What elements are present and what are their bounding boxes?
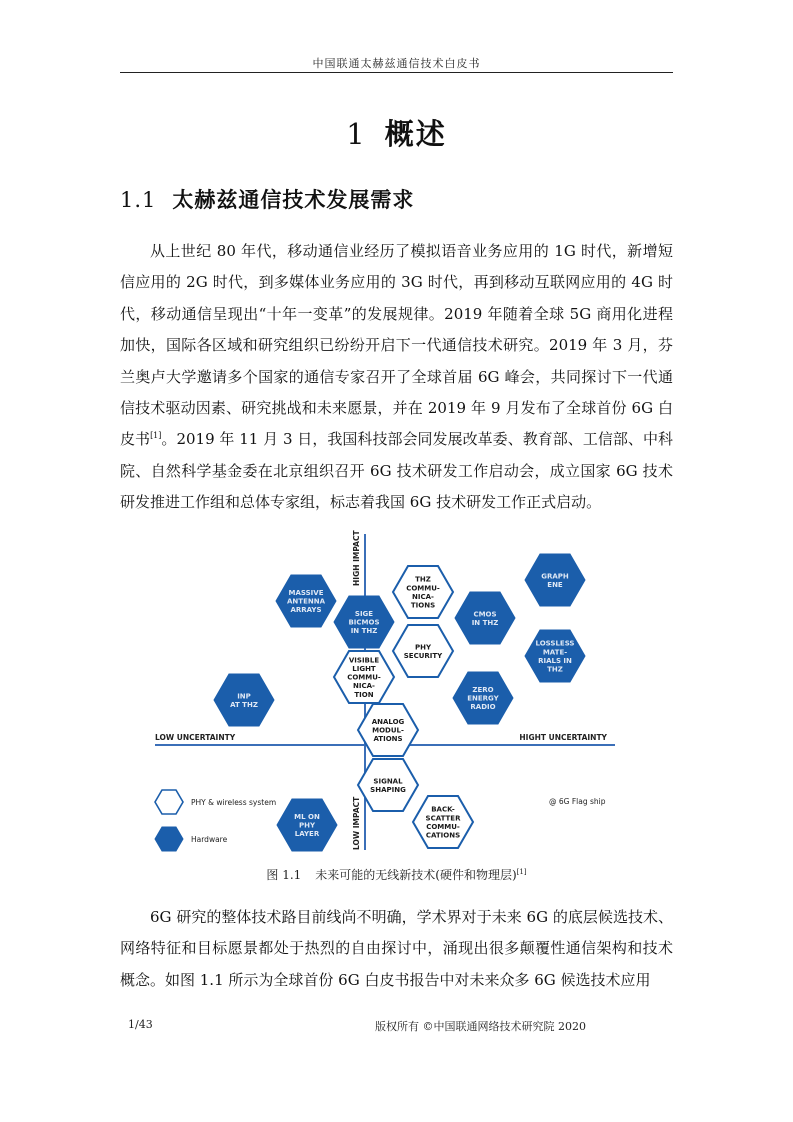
- chapter-title-text: 概述: [384, 117, 447, 151]
- paragraph-intro: [120, 236, 673, 519]
- hexagon-label-inp-thz: INP AT THZ: [230, 692, 258, 709]
- hexagon-label-thz-comm: THZ COMMU-NICA-TIONS: [406, 575, 440, 610]
- axis-label-low-uncertainty: LOW UNCERTAINTY: [155, 733, 236, 742]
- copyright-notice: 版权所有 ©中国联通网络技术研究院 2020: [375, 1020, 586, 1033]
- paragraph-intro-b: 。2019 年 11 月 3 日，我国科技部会同发展改革委、教育部、工信部、中科院、自然科学基金委在北京组织召开 6G 技术研发工作启动会，成立国家 6G 技术研发推进工作组和总体专家组，标志着我国 6G 技术研发工作正式启动。: [120, 430, 673, 512]
- caption-number: 图 1.1: [266, 868, 302, 882]
- figure-6g-technologies: [145, 528, 645, 858]
- caption-reference[interactable]: [1]: [516, 868, 527, 876]
- flagship-label: @ 6G Flag ship: [549, 797, 606, 806]
- hexagon-label-ml-phy: ML ON PHY LAYER: [294, 813, 320, 839]
- axis-label-high-uncertainty: HIGHT UNCERTAINTY: [519, 733, 607, 742]
- hexagon-label-phy-security: PHY SECURITY: [403, 643, 443, 660]
- legend-hardware-label: Hardware: [191, 835, 228, 844]
- legend-phy-hexagon: [155, 790, 183, 814]
- legend-phy-label: PHY & wireless system: [191, 798, 277, 807]
- section-number: 1.1: [120, 188, 157, 212]
- hexagon-label-backscatter: BACK-SCATTER COMMU-CATIONS: [425, 805, 461, 840]
- hexagon-label-signal-shaping: SIGNAL SHAPING: [370, 777, 406, 794]
- figure-caption: [0, 866, 793, 883]
- hexagon-label-analog-mod: ANALOG MODUL-ATIONS: [371, 718, 405, 744]
- axis-label-high-impact: HIGH IMPACT: [352, 530, 361, 586]
- chapter-number: 1: [346, 117, 367, 151]
- running-header: 中国联通太赫兹通信技术白皮书: [312, 57, 481, 70]
- hexagon-label-lossless-meta: LOSSLESS MATE-RIALS IN THZ: [535, 639, 575, 674]
- caption-text: 未来可能的无线新技术(硬件和物理层): [315, 868, 517, 882]
- legend-hardware-hexagon: [155, 827, 183, 851]
- section-heading: [120, 184, 414, 214]
- hexagon-label-cmos-thz: CMOS IN THZ: [471, 610, 499, 627]
- reference-link[interactable]: [1]: [150, 431, 162, 441]
- page-number: 1/43: [128, 1018, 153, 1031]
- hexagon-label-massive-antenna: MASSIVE ANTENNA ARRAYS: [287, 589, 325, 615]
- hexagon-label-sige-bicmos: SIGE BICMOS IN THZ: [348, 610, 380, 636]
- chapter-title: [0, 112, 793, 153]
- paragraph-intro-a: 从上世纪 80 年代，移动通信业经历了模拟语音业务应用的 1G 时代，新增短信应用的 2G 时代，到多媒体业务应用的 3G 时代，再到移动互联网应用的 4G 时代，移动通信呈现出“十年一变革”的发展规律。2019 年随着全球 5G 商用化进程加快，国际各区域和研究组织已纷纷开启下一代通信技术研究。2019 年 3 月，芬兰奥卢大学邀请多个国家的通信专家召开了全球首届 6G 峰会，共同探讨下一代通信技术驱动因素、研究挑战和未来愿景，并在 2019 年 9 月发布了全球首份 6G 白皮书: [120, 242, 673, 449]
- hexagon-label-visible-light: VISIBLE LIGHT COMMU-NICA-TION: [347, 656, 381, 699]
- section-title: 太赫兹通信技术发展需求: [172, 187, 415, 212]
- paragraph-6g-research: 6G 研究的整体技术路目前线尚不明确，学术界对于未来 6G 的底层候选技术、网络特征和目标愿景都处于热烈的自由探讨中，涌现出很多颠覆性通信架构和技术概念。如图 1.1 所示为全球首份 6G 白皮书报告中对未来众多 6G 候选技术应用: [120, 908, 673, 989]
- axis-label-low-impact: LOW IMPACT: [352, 796, 361, 850]
- hexagon-label-graphene: GRAPH ENE: [541, 572, 569, 589]
- hexagon-label-zero-energy: ZERO ENERGY RADIO: [467, 686, 499, 712]
- header-rule: [120, 72, 673, 73]
